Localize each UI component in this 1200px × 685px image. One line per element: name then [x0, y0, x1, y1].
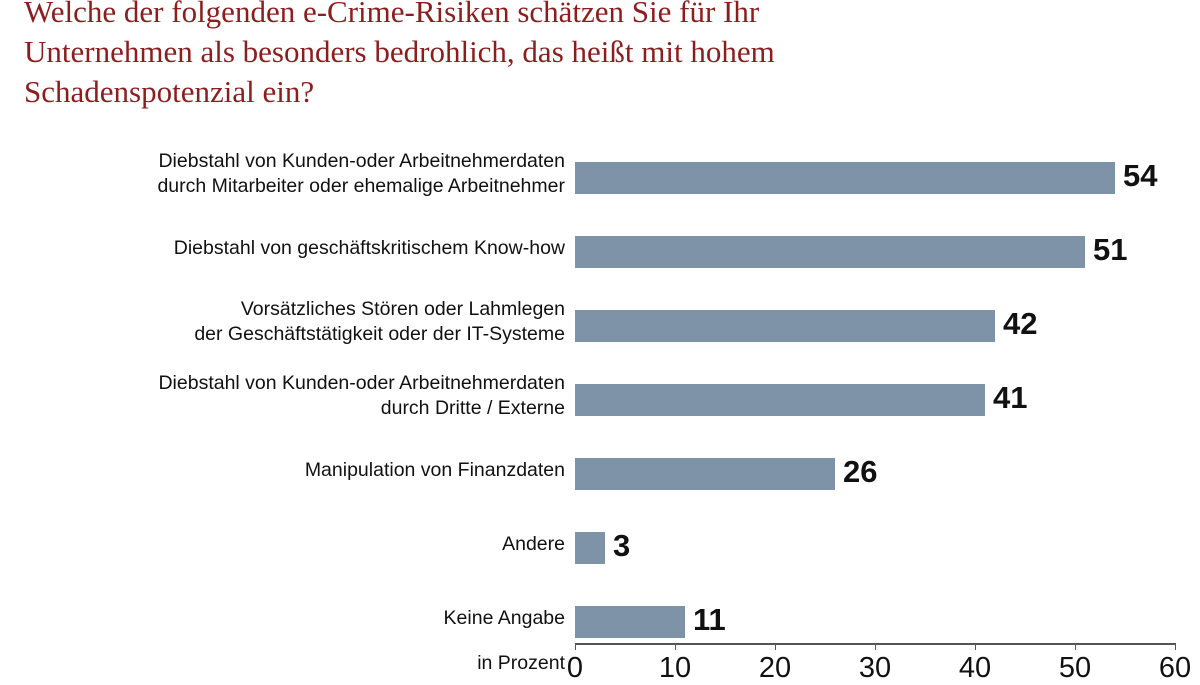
category-label [10, 532, 565, 557]
bar-row [0, 214, 1200, 288]
chart-title-line-2: Unternehmen als besonders bedrohlich, das heißt mit hohem [24, 34, 775, 69]
bar [575, 236, 1085, 268]
bar [575, 458, 835, 490]
bar-track [575, 158, 1175, 194]
x-axis-tick [775, 643, 776, 650]
bar-row [0, 140, 1200, 214]
category-label-line: der Geschäftstätigkeit oder der IT-Systeme [194, 323, 565, 345]
category-label-line: Diebstahl von geschäftskritischem Know-how [173, 237, 565, 259]
x-axis-tick [575, 643, 576, 650]
bar-value-label: 11 [693, 602, 726, 637]
bar-value-label: 51 [1093, 232, 1128, 267]
category-label-line: Manipulation von Finanzdaten [304, 459, 565, 481]
x-axis-tick-label: 60 [1158, 652, 1192, 684]
bar-row [0, 362, 1200, 436]
x-axis-tick [1175, 643, 1176, 650]
x-axis-tick [975, 643, 976, 650]
bar-row [0, 436, 1200, 510]
x-axis-tick-label: 0 [566, 652, 584, 684]
category-label-line: durch Mitarbeiter oder ehemalige Arbeitnehmer [157, 175, 565, 197]
x-axis-tick-label: 10 [658, 652, 692, 684]
category-label-line: Diebstahl von Kunden-oder Arbeitnehmerdaten [158, 372, 565, 394]
bar-row [0, 584, 1200, 658]
bar-row [0, 510, 1200, 584]
x-axis-tick [875, 643, 876, 650]
category-label-line: Andere [502, 533, 565, 555]
category-label [10, 458, 565, 483]
category-label-line: Diebstahl von Kunden-oder Arbeitnehmerdaten [158, 150, 565, 172]
bar-track [575, 232, 1175, 268]
category-label [10, 149, 565, 199]
bar-track [575, 528, 1175, 564]
bar [575, 384, 985, 416]
category-label-line: Keine Angabe [443, 607, 565, 629]
bar [575, 606, 685, 638]
x-axis-tick-label: 40 [958, 652, 992, 684]
bar-value-label: 3 [613, 528, 631, 563]
x-axis-line [575, 643, 1175, 645]
x-axis-tick-label: 20 [758, 652, 792, 684]
chart-title-line-1: Welche der folgenden e-Crime-Risiken schätzen Sie für Ihr [24, 0, 760, 29]
category-label-line: durch Dritte / Externe [380, 397, 565, 419]
bar-track [575, 306, 1175, 342]
bar-track [575, 454, 1175, 490]
category-label [10, 297, 565, 347]
category-label [10, 606, 565, 631]
bar-value-label: 42 [1003, 306, 1038, 341]
chart-title [24, 0, 1144, 112]
x-axis-tick [675, 643, 676, 650]
bar [575, 310, 995, 342]
category-label-line: Vorsätzliches Stören oder Lahmlegen [240, 298, 565, 320]
x-axis-tick-label: 30 [858, 652, 892, 684]
x-axis-tick-label: 50 [1058, 652, 1092, 684]
category-label [10, 371, 565, 421]
x-axis-tick [1075, 643, 1076, 650]
bar-value-label: 41 [993, 380, 1028, 415]
plot-area [0, 140, 1200, 684]
chart-title-line-3: Schadenspotenzial ein? [24, 74, 315, 109]
bar-row [0, 288, 1200, 362]
bar [575, 532, 605, 564]
category-label [10, 236, 565, 261]
bar-value-label: 26 [843, 454, 878, 489]
bar-track [575, 602, 1175, 638]
bar [575, 162, 1115, 194]
x-axis-unit-label: in Prozent [477, 652, 565, 674]
bar-track [575, 380, 1175, 416]
bar-value-label: 54 [1123, 158, 1158, 193]
